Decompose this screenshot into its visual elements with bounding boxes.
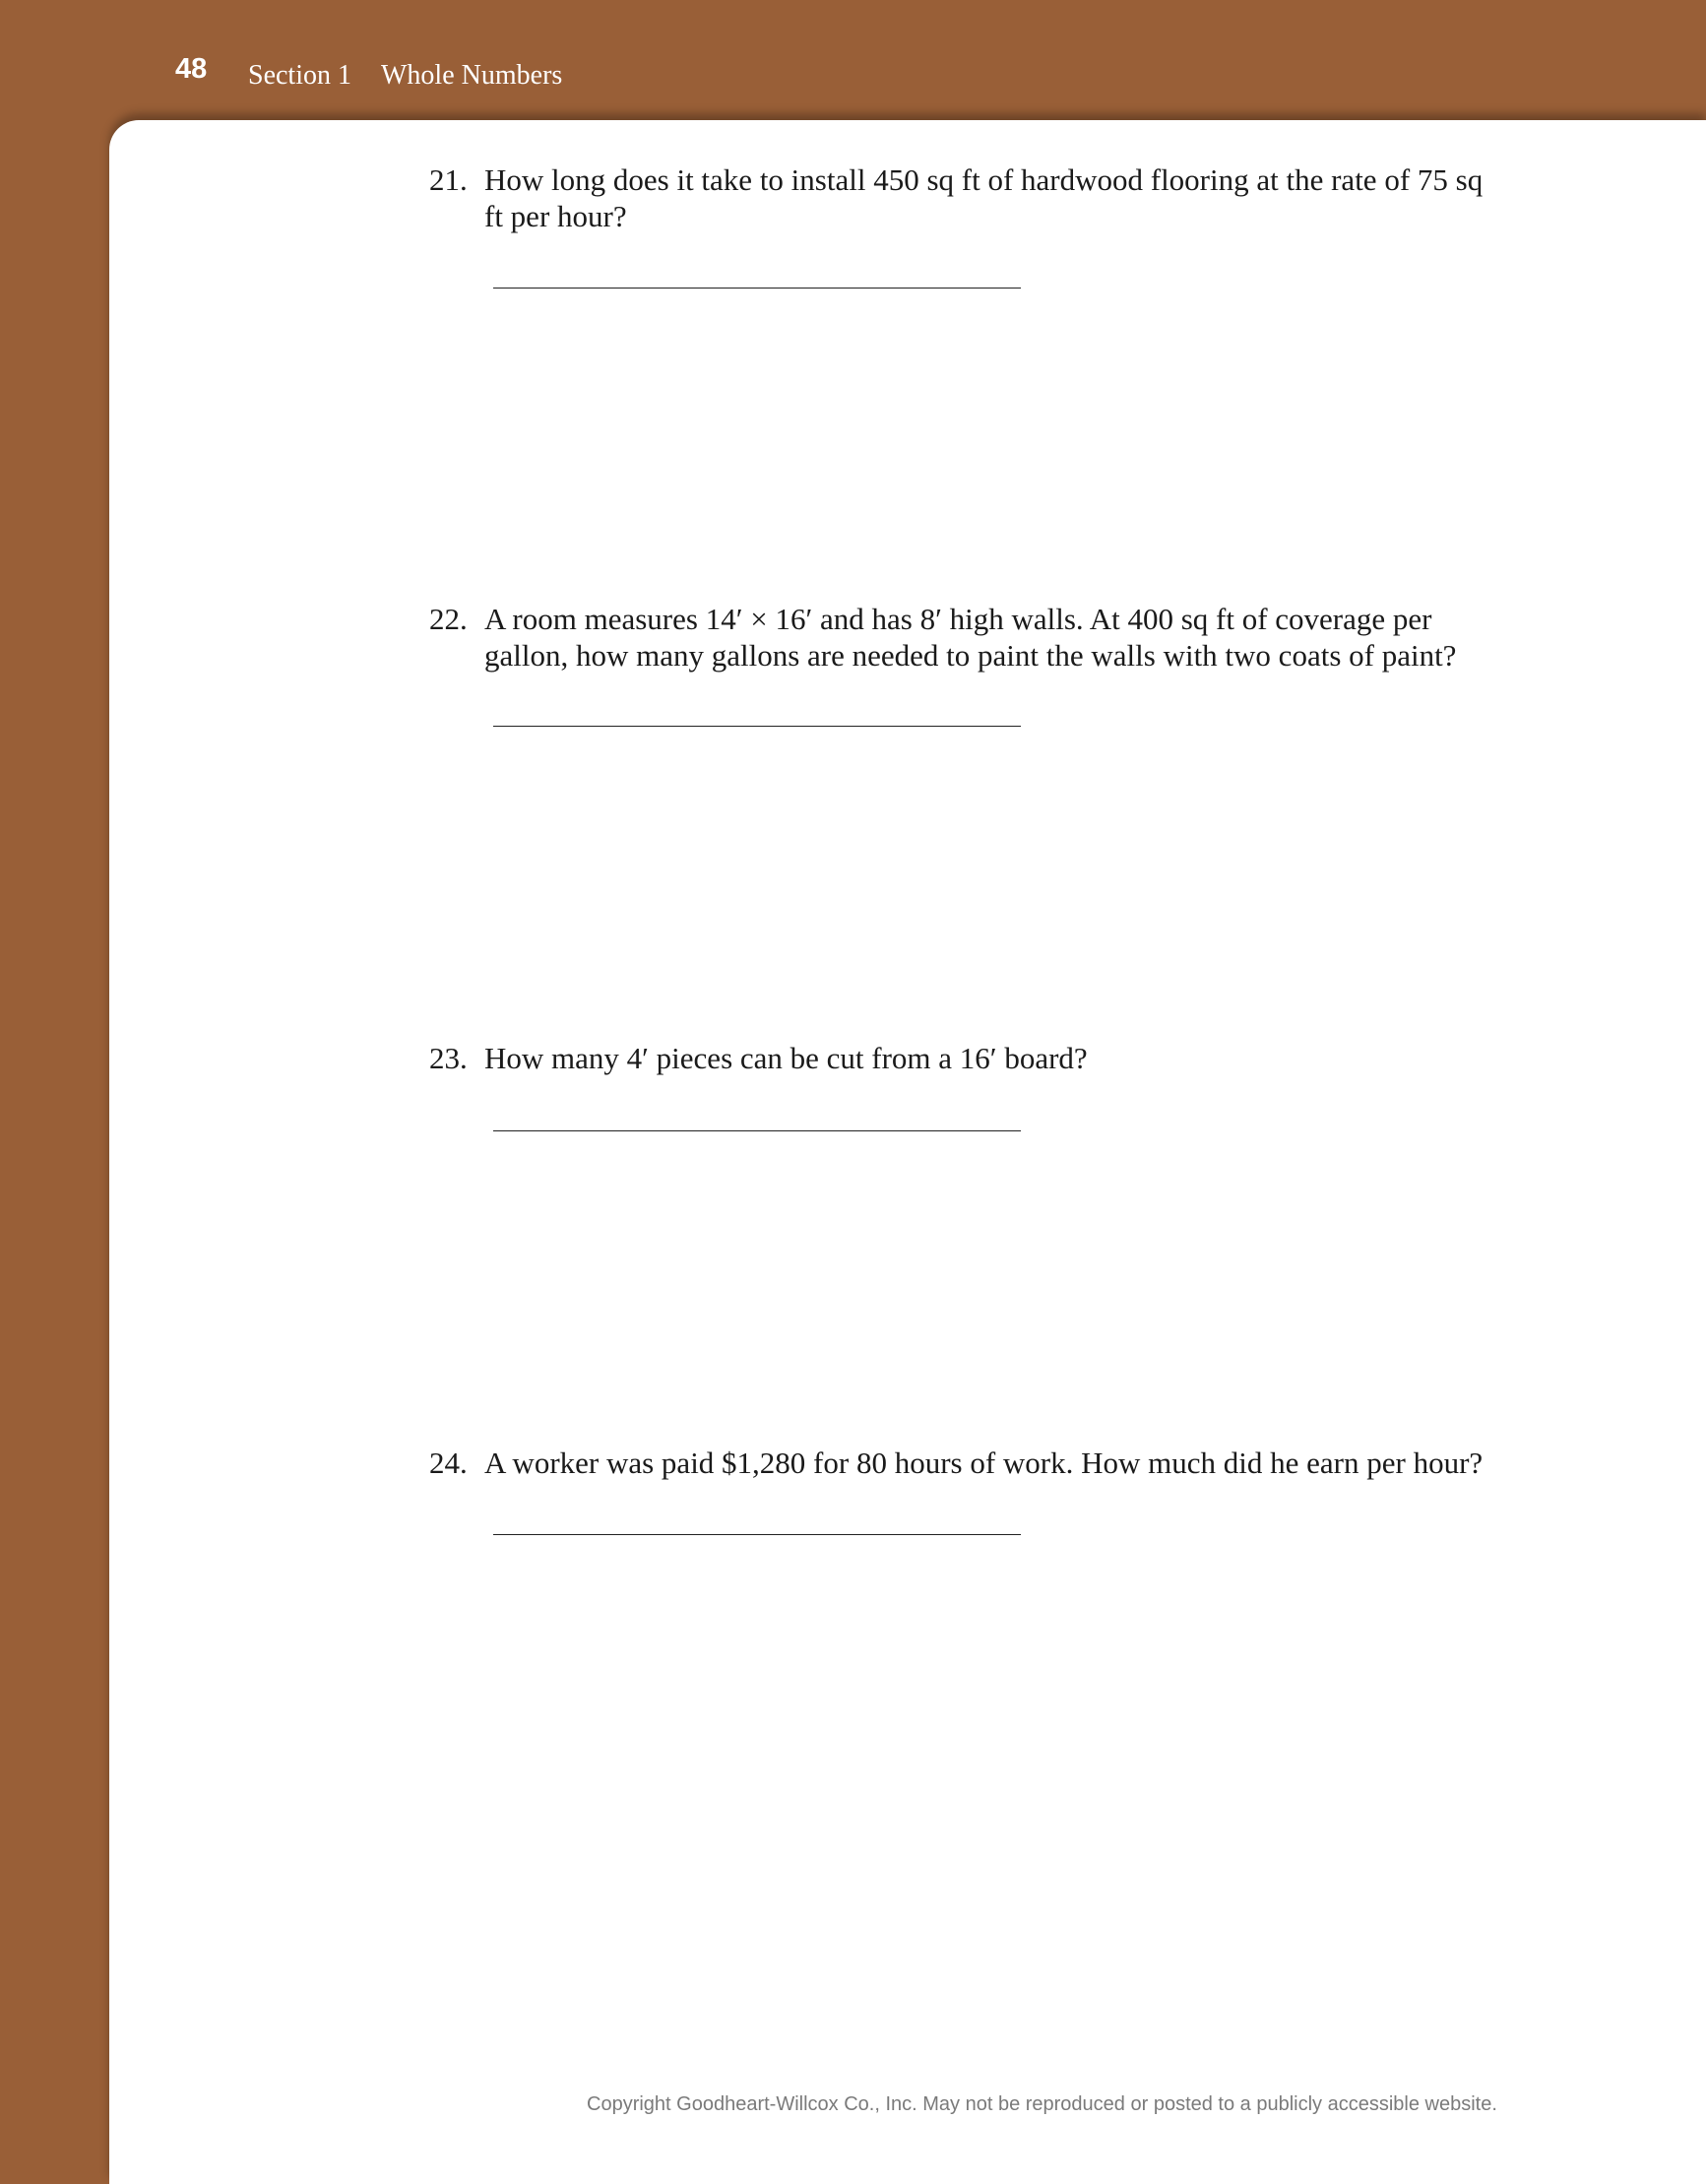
answer-line-21[interactable] (493, 288, 1021, 289)
section-title: Whole Numbers (381, 60, 563, 91)
answer-line-22[interactable] (493, 726, 1021, 727)
answer-line-23[interactable] (493, 1130, 1021, 1131)
answer-line-24[interactable] (493, 1534, 1021, 1535)
question-number: 21. (429, 162, 468, 197)
copyright-notice: Copyright Goodheart-Willcox Co., Inc. May not be reproduced or posted to a publicly accessible website. (587, 2093, 1497, 2115)
page-header (0, 0, 1706, 123)
page-number: 48 (175, 53, 208, 85)
question-text: A worker was paid $1,280 for 80 hours of work. How much did he earn per hour? (484, 1445, 1484, 1480)
question-number: 24. (429, 1445, 468, 1480)
question-text: How long does it take to install 450 sq ft of hardwood flooring at the rate of 75 sq ft per hour? (484, 162, 1484, 233)
question-text: A room measures 14′ × 16′ and has 8′ high walls. At 400 sq ft of coverage per gallon, how many gallons are needed to paint the walls with two coats of paint? (484, 602, 1457, 673)
question-number: 22. (429, 602, 468, 636)
question-number: 23. (429, 1041, 468, 1075)
question-text: How many 4′ pieces can be cut from a 16′ board? (484, 1041, 1088, 1075)
section-label: Section 1 (248, 60, 351, 91)
worksheet-page (109, 120, 1706, 2184)
